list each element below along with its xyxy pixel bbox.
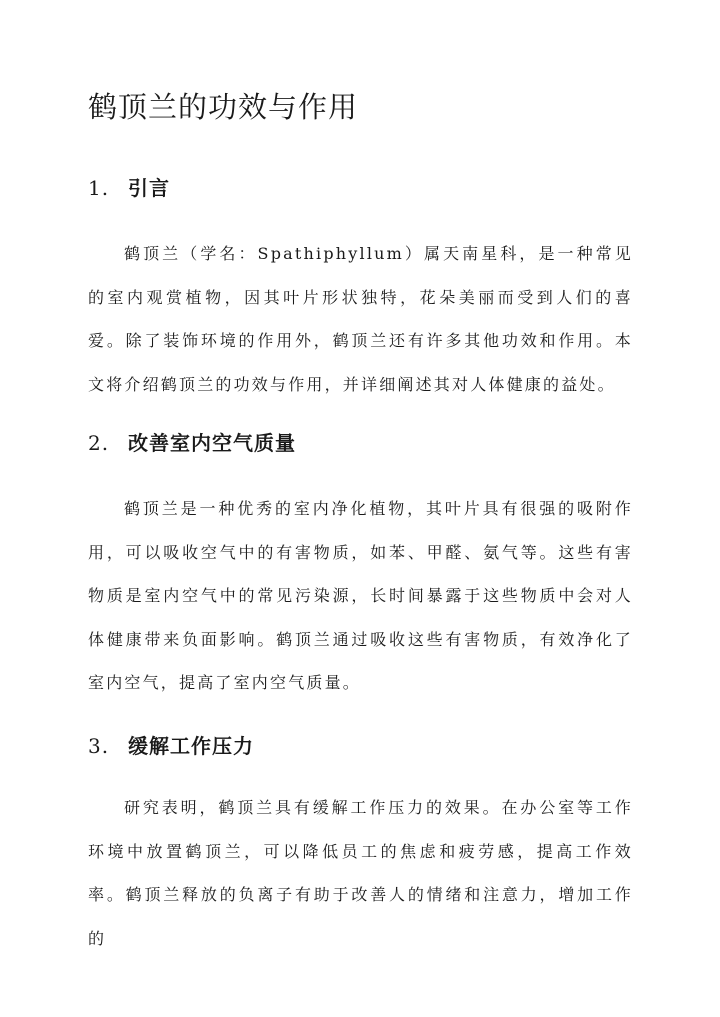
section-number: 1.	[88, 176, 110, 200]
section-heading-air-quality	[88, 428, 296, 458]
section-heading-work-stress	[88, 731, 254, 761]
section-number: 2.	[88, 431, 110, 455]
section-number: 3.	[88, 734, 110, 758]
section-paragraph-introduction: 鹤顶兰（学名：Spathiphyllum）属天南星科，是一种常见的室内观赏植物，因其叶片形状独特，花朵美丽而受到人们的喜爱。除了装饰环境的作用外，鹤顶兰还有许多其他功效和作用。本文将介绍鹤顶兰的功效与作用，并详细阐述其对人体健康的益处。	[88, 244, 633, 394]
section-title: 引言	[128, 176, 170, 200]
section-title: 改善室内空气质量	[128, 431, 296, 455]
section-title: 缓解工作压力	[128, 734, 254, 758]
section-paragraph-air-quality: 鹤顶兰是一种优秀的室内净化植物，其叶片具有很强的吸附作用，可以吸收空气中的有害物质，如苯、甲醛、氨气等。这些有害物质是室内空气中的常见污染源，长时间暴露于这些物质中会对人体健康带来负面影响。鹤顶兰通过吸收这些有害物质，有效净化了室内空气，提高了室内空气质量。	[88, 499, 633, 692]
section-heading-introduction	[88, 173, 170, 203]
page-title: 鹤顶兰的功效与作用	[88, 90, 359, 124]
section-paragraph-work-stress: 研究表明，鹤顶兰具有缓解工作压力的效果。在办公室等工作环境中放置鹤顶兰，可以降低员工的焦虑和疲劳感，提高工作效率。鹤顶兰释放的负离子有助于改善人的情绪和注意力，增加工作的	[88, 798, 633, 948]
